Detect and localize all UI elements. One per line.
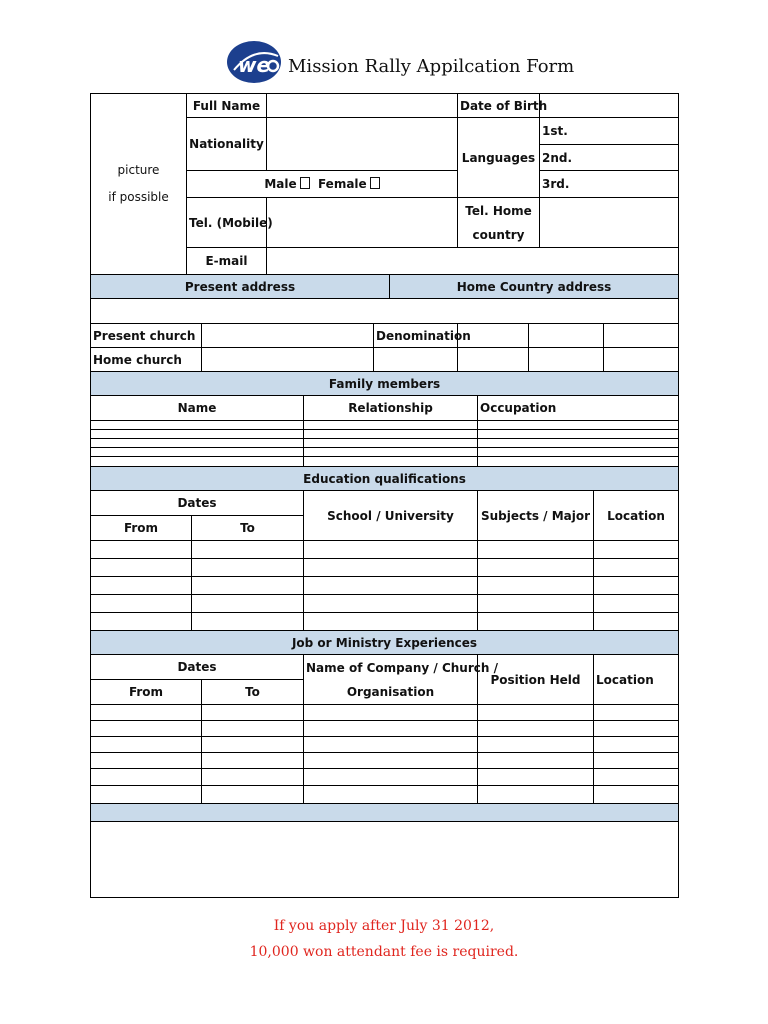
tel-home-line1: Tel. Home	[465, 203, 532, 218]
notes-heading-bar	[91, 804, 679, 822]
application-form	[90, 93, 678, 898]
church-extra-field[interactable]	[529, 324, 604, 348]
jobs-heading: Job or Ministry Experiences	[91, 631, 679, 655]
home-church-field[interactable]	[202, 348, 374, 372]
table-row	[91, 595, 679, 613]
table-row	[91, 786, 679, 804]
language-first-field[interactable]: 1st.	[540, 118, 679, 145]
jobs-company-header	[304, 655, 498, 705]
picture-hint: if possible	[108, 190, 169, 204]
tel-home-line2: country	[472, 227, 525, 242]
education-location-header: Location	[594, 491, 679, 541]
family-heading: Family members	[91, 372, 679, 396]
family-relationship-header: Relationship	[304, 396, 478, 421]
footer-notice	[0, 913, 768, 965]
tel-home-field[interactable]	[540, 198, 679, 248]
jobs-company-line1: Name of Company / Church /	[306, 660, 498, 675]
church-extra-field[interactable]	[529, 348, 604, 372]
family-table	[90, 371, 679, 467]
address-table	[90, 274, 679, 324]
home-address-heading: Home Country address	[390, 275, 679, 299]
home-church-label: Home church	[91, 348, 202, 372]
full-name-label: Full Name	[187, 94, 267, 118]
we-logo	[226, 40, 282, 84]
footer-line-1: If you apply after July 31 2012,	[273, 918, 495, 934]
education-to-header: To	[192, 516, 304, 541]
table-row	[91, 737, 679, 753]
personal-info-table	[90, 93, 679, 275]
church-extra-field[interactable]	[604, 324, 679, 348]
notes-field[interactable]	[91, 822, 679, 898]
nationality-field[interactable]	[267, 118, 458, 171]
table-row	[91, 753, 679, 769]
language-second-field[interactable]: 2nd.	[540, 145, 679, 171]
present-church-label: Present church	[91, 324, 202, 348]
email-field[interactable]	[267, 248, 679, 275]
table-row	[91, 721, 679, 737]
logo-text: we	[238, 53, 271, 77]
table-row	[91, 439, 679, 448]
table-row	[91, 421, 679, 430]
education-from-header: From	[91, 516, 192, 541]
tel-mobile-label: Tel. (Mobile)	[187, 198, 267, 248]
jobs-location-header: Location	[594, 655, 679, 705]
female-checkbox[interactable]	[370, 177, 380, 189]
table-row	[91, 541, 679, 559]
jobs-dates-header: Dates	[91, 655, 304, 680]
page-title: Mission Rally Appilcation Form	[288, 56, 575, 77]
picture-label: picture	[117, 163, 160, 177]
table-row	[91, 430, 679, 439]
education-dates-header: Dates	[91, 491, 304, 516]
table-row	[91, 457, 679, 467]
tel-mobile-field[interactable]	[267, 198, 458, 248]
family-occupation-header: Occupation	[478, 396, 679, 421]
form-header	[0, 38, 768, 90]
family-name-header: Name	[91, 396, 304, 421]
education-heading: Education qualifications	[91, 467, 679, 491]
date-of-birth-label: Date of Birth	[458, 94, 540, 118]
languages-label: Languages	[458, 118, 540, 198]
church-extra-field[interactable]	[604, 348, 679, 372]
denomination-label: Denomination	[374, 324, 458, 348]
education-subjects-header: Subjects / Major	[478, 491, 594, 541]
language-third-field[interactable]: 3rd.	[540, 171, 679, 198]
table-row	[91, 559, 679, 577]
table-row	[91, 577, 679, 595]
date-of-birth-field[interactable]	[540, 94, 679, 118]
education-table	[90, 466, 679, 631]
present-church-field[interactable]	[202, 324, 374, 348]
gender-field[interactable]	[187, 171, 458, 198]
church-extra-field[interactable]	[458, 348, 529, 372]
home-church-denomination-field[interactable]	[374, 348, 458, 372]
table-row	[91, 613, 679, 631]
gender-female-label: Female	[317, 177, 367, 191]
table-row	[91, 769, 679, 786]
church-table	[90, 323, 679, 372]
email-label: E-mail	[187, 248, 267, 275]
jobs-to-header: To	[202, 680, 304, 705]
tel-home-label	[458, 198, 540, 248]
table-row	[91, 705, 679, 721]
nationality-label: Nationality	[187, 118, 267, 171]
full-name-field[interactable]	[267, 94, 458, 118]
jobs-table	[90, 630, 679, 898]
jobs-from-header: From	[91, 680, 202, 705]
jobs-company-line2: Organisation	[346, 684, 435, 699]
jobs-position-header: Position Held	[478, 655, 594, 705]
present-address-heading: Present address	[91, 275, 390, 299]
picture-box[interactable]	[91, 94, 187, 275]
gender-male-label: Male	[264, 177, 297, 191]
address-field[interactable]	[91, 299, 679, 324]
education-school-header: School / University	[304, 491, 478, 541]
male-checkbox[interactable]	[300, 177, 310, 189]
table-row	[91, 448, 679, 457]
footer-line-2: 10,000 won attendant fee is required.	[249, 944, 519, 960]
